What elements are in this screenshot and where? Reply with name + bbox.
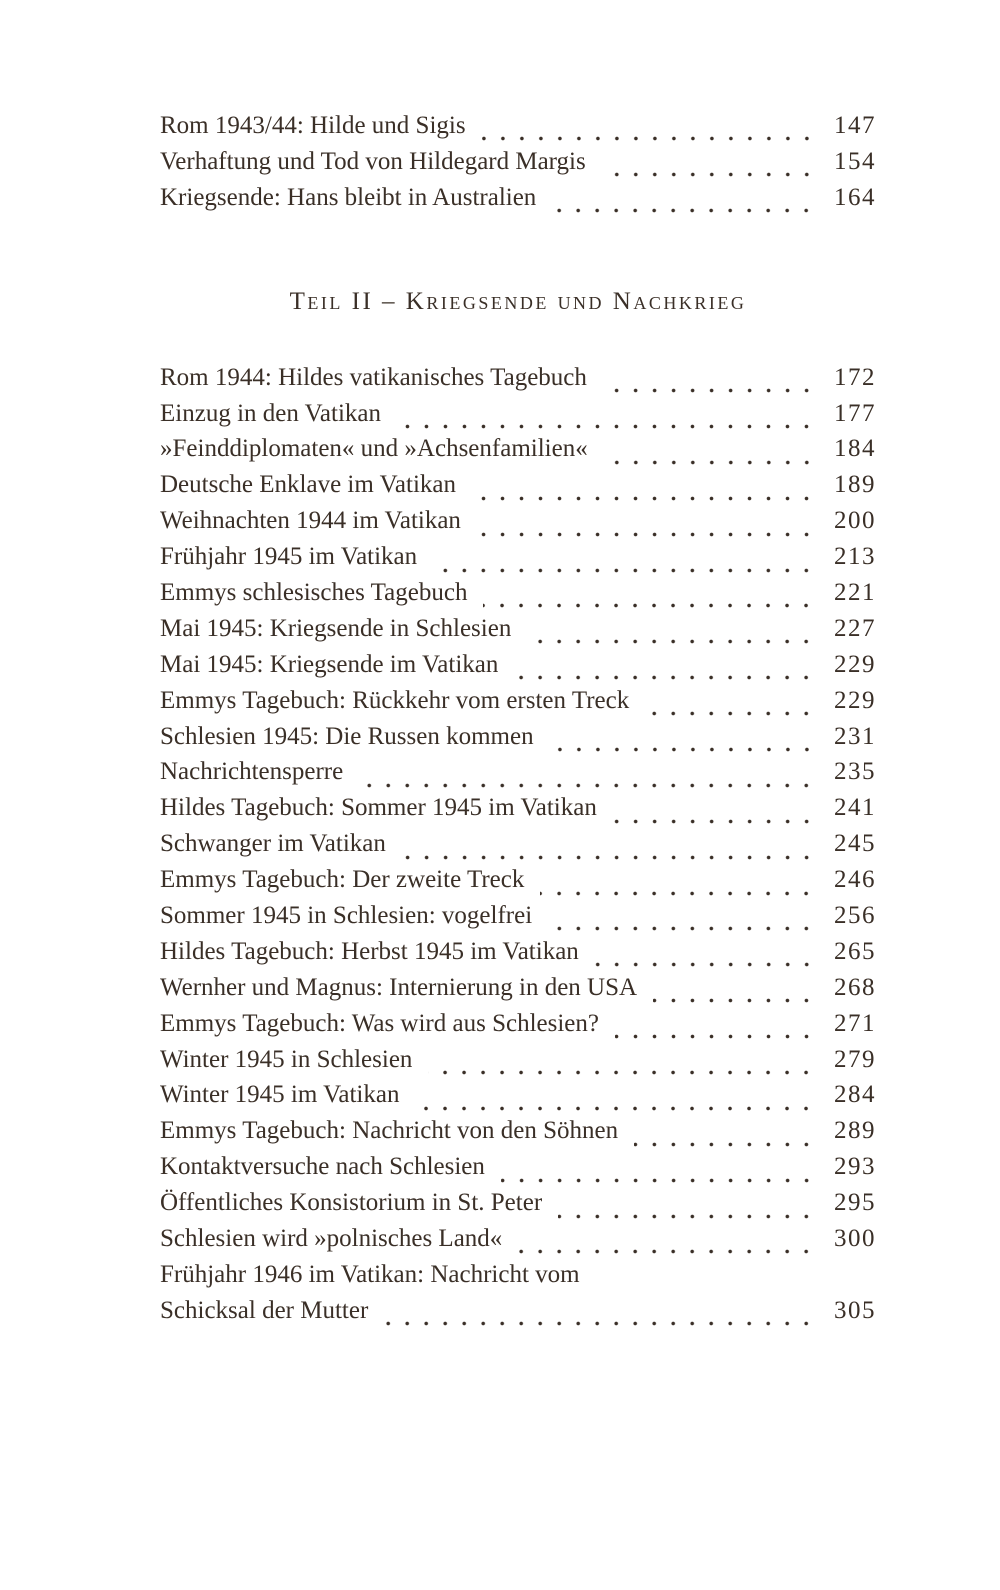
- entry-title: Sommer 1945 in Schlesien: vogelfrei: [160, 902, 533, 930]
- entry-page-number: 177: [834, 399, 876, 427]
- toc-entry: [160, 507, 876, 543]
- toc-entry: [160, 364, 876, 400]
- toc-entry: [160, 758, 876, 794]
- toc-entry: [160, 866, 876, 902]
- toc-page: [160, 0, 876, 1333]
- toc-entry: [160, 184, 876, 220]
- toc-entry: [160, 1081, 876, 1117]
- dot-leader: [477, 507, 816, 543]
- entry-page-number: 229: [834, 650, 876, 678]
- entry-title: Nachrichtensperre: [160, 758, 344, 786]
- toc-entry: [160, 1153, 876, 1189]
- entry-title: Emmys schlesisches Tagebuch: [160, 579, 468, 607]
- dot-leader: [596, 1261, 816, 1297]
- dot-leader: [428, 1046, 816, 1082]
- dot-leader: [483, 579, 816, 615]
- toc-entry: [160, 579, 876, 615]
- entry-page-number: 265: [834, 937, 876, 965]
- dot-leader: [552, 184, 816, 220]
- entry-page-number: 200: [834, 507, 876, 535]
- toc-entry: [160, 1046, 876, 1082]
- toc-entry: [160, 615, 876, 651]
- dot-leader: [602, 148, 816, 184]
- entry-title: Emmys Tagebuch: Der zweite Treck: [160, 866, 525, 894]
- entry-page-number: 184: [834, 435, 876, 463]
- dot-leader: [595, 938, 816, 974]
- entry-page-number: 147: [834, 112, 876, 139]
- entry-title: Wernher und Magnus: Internierung in den USA: [160, 973, 638, 1001]
- dot-leader: [615, 1010, 816, 1046]
- entry-page-number: 227: [834, 614, 876, 642]
- entry-title: Winter 1945 im Vatikan: [160, 1081, 400, 1109]
- dot-leader: [501, 1153, 816, 1189]
- toc-entry: [160, 400, 876, 436]
- toc-entry: [160, 723, 876, 759]
- entry-title: Emmys Tagebuch: Was wird aus Schlesien?: [160, 1009, 599, 1037]
- dot-leader: [433, 543, 816, 579]
- dot-leader: [527, 615, 816, 651]
- dot-leader: [653, 974, 816, 1010]
- entry-page-number: 293: [834, 1153, 876, 1181]
- entry-title: Verhaftung und Tod von Hildegard Margis: [160, 147, 586, 175]
- toc-entry: [160, 687, 876, 723]
- entry-page-number: 305: [834, 1296, 876, 1324]
- entry-title: Mai 1945: Kriegsende im Vatikan: [160, 650, 499, 678]
- toc-entry: [160, 112, 876, 148]
- dot-leader: [518, 1225, 816, 1261]
- entry-title: Einzug in den Vatikan: [160, 399, 382, 427]
- entry-page-number: 284: [834, 1081, 876, 1109]
- dot-leader: [548, 902, 816, 938]
- entry-title: Emmys Tagebuch: Rückkehr vom ersten Treck: [160, 686, 630, 714]
- entry-page-number: 289: [834, 1117, 876, 1145]
- toc-entry: [160, 1189, 876, 1225]
- toc-entry: [160, 794, 876, 830]
- entry-title: Schwanger im Vatikan: [160, 830, 386, 858]
- entry-page-number: 164: [834, 183, 876, 211]
- dot-leader: [645, 687, 816, 723]
- entry-title: Mai 1945: Kriegsende in Schlesien: [160, 614, 512, 642]
- entry-title: Schicksal der Mutter: [160, 1296, 369, 1324]
- toc-entry: [160, 435, 876, 471]
- dot-leader: [613, 794, 816, 830]
- entry-title: Rom 1944: Hildes vatikanisches Tagebuch: [160, 363, 587, 391]
- entry-title: Hildes Tagebuch: Herbst 1945 im Vatikan: [160, 937, 579, 965]
- toc-entry: [160, 938, 876, 974]
- dot-leader: [540, 866, 816, 902]
- toc-entry: [160, 471, 876, 507]
- entry-title: Kriegsende: Hans bleibt in Australien: [160, 183, 537, 211]
- entry-page-number: 300: [834, 1225, 876, 1253]
- entry-title: Frühjahr 1946 im Vatikan: Nachricht vom: [160, 1260, 580, 1288]
- entry-title: Schlesien wird »polnisches Land«: [160, 1225, 503, 1253]
- entry-title: Rom 1943/44: Hilde und Sigis: [160, 112, 466, 139]
- entry-title: Winter 1945 in Schlesien: [160, 1045, 413, 1073]
- entry-page-number: 271: [834, 1009, 876, 1037]
- dot-leader: [514, 651, 816, 687]
- entry-page-number: 231: [834, 722, 876, 750]
- entry-page-number: 229: [834, 686, 876, 714]
- toc-entry: [160, 1010, 876, 1046]
- entry-title: Schlesien 1945: Die Russen kommen: [160, 722, 534, 750]
- entry-page-number: 279: [834, 1045, 876, 1073]
- toc-entry: [160, 651, 876, 687]
- entry-page-number: 235: [834, 758, 876, 786]
- entry-page-number: 245: [834, 830, 876, 858]
- dot-leader: [603, 364, 816, 400]
- dot-leader: [384, 1297, 816, 1333]
- entry-title: Weihnachten 1944 im Vatikan: [160, 507, 461, 535]
- entry-title: Hildes Tagebuch: Sommer 1945 im Vatikan: [160, 794, 597, 822]
- toc-part2-entries: [160, 364, 876, 1333]
- toc-entry: [160, 902, 876, 938]
- toc-entry-wrapped-first-line: [160, 1261, 876, 1297]
- entry-page-number: 213: [834, 543, 876, 571]
- dot-leader: [472, 471, 816, 507]
- dot-leader: [634, 1117, 816, 1153]
- part-heading: Teil II – Kriegsende und Nachkrieg: [289, 287, 747, 315]
- dot-leader: [550, 723, 816, 759]
- toc-part1-entries: [160, 112, 876, 220]
- entry-page-number: 295: [834, 1189, 876, 1217]
- toc-entry: [160, 974, 876, 1010]
- dot-leader: [558, 1189, 816, 1225]
- entry-title: Kontaktversuche nach Schlesien: [160, 1153, 485, 1181]
- entry-title: Öffentliches Konsistorium in St. Peter: [160, 1189, 543, 1217]
- toc-entry: [160, 1225, 876, 1261]
- entry-page-number: 246: [834, 866, 876, 894]
- dot-leader: [359, 758, 816, 794]
- entry-page-number: 241: [834, 794, 876, 822]
- dot-leader: [397, 400, 816, 436]
- entry-page-number: 154: [834, 147, 876, 175]
- toc-entry: [160, 543, 876, 579]
- dot-leader: [415, 1081, 816, 1117]
- entry-page-number: 172: [834, 363, 876, 391]
- entry-title: Deutsche Enklave im Vatikan: [160, 471, 456, 499]
- entry-title: Frühjahr 1945 im Vatikan: [160, 543, 418, 571]
- entry-title: »Feinddiplomaten« und »Achsenfamilien«: [160, 435, 588, 463]
- entry-page-number: 268: [834, 973, 876, 1001]
- entry-title: Emmys Tagebuch: Nachricht von den Söhnen: [160, 1117, 619, 1145]
- toc-entry: [160, 1117, 876, 1153]
- dot-leader: [604, 435, 816, 471]
- entry-page-number: 221: [834, 579, 876, 607]
- entry-page-number: 256: [834, 902, 876, 930]
- toc-entry: [160, 148, 876, 184]
- toc-entry-wrapped-second-line: [160, 1297, 876, 1333]
- dot-leader: [402, 830, 816, 866]
- toc-entry: [160, 830, 876, 866]
- dot-leader: [482, 112, 816, 148]
- entry-page-number: 189: [834, 471, 876, 499]
